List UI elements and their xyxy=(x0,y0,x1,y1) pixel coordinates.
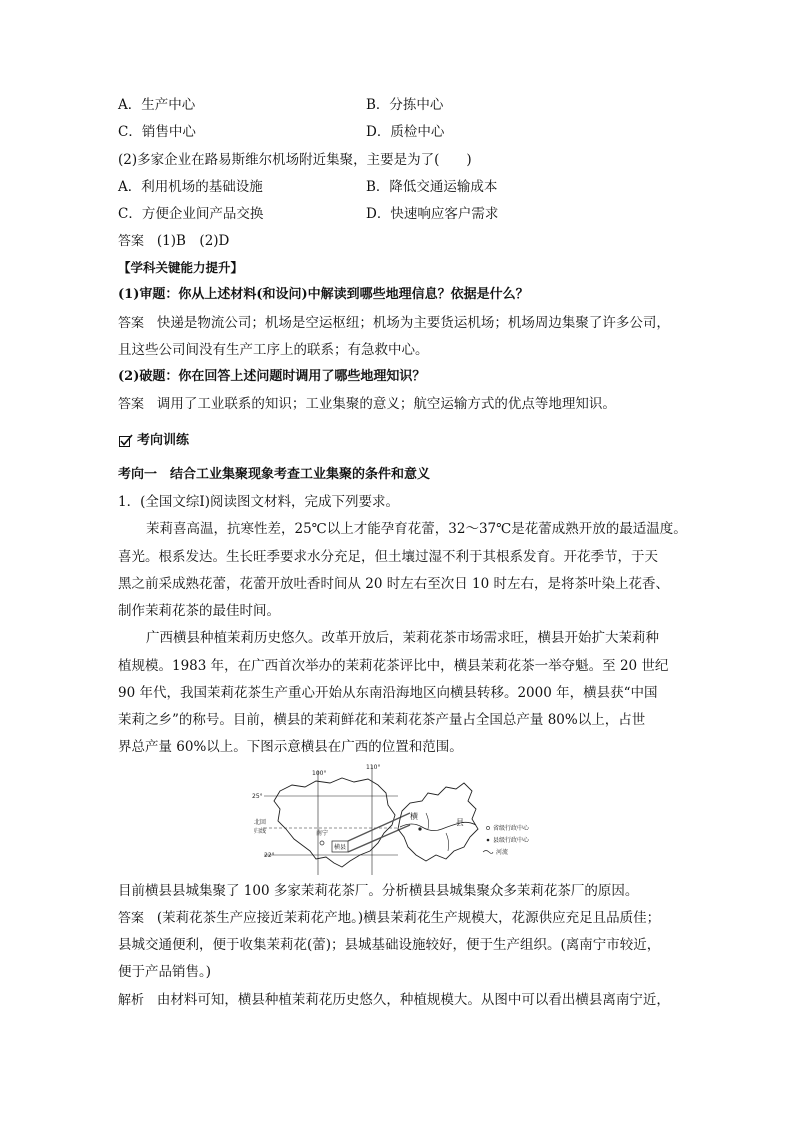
material-p2-line-4: 茉莉之乡”的称号。目前，横县的茉莉鲜花和茉莉花茶产量占全国总产量 80%以上，占世 xyxy=(118,712,646,728)
answer-label: 答案 xyxy=(118,316,145,331)
direction-title: 考向一 结合工业集聚现象考查工业集聚的条件和意义 xyxy=(118,467,431,482)
answer-text: (茉莉花茶生产应接近茉莉花产地。)横县茉莉花生产规模大，花源供应充足且品质佳； xyxy=(156,910,661,926)
guangxi-outline xyxy=(274,778,395,867)
answer-text: (1)B (2)D xyxy=(156,233,230,249)
legend-3: 河流 xyxy=(496,849,509,856)
analysis-text: 由材料可知，横县种植茉莉花历史悠久，种植规模大。从图中可以看出横县离南宁近， xyxy=(156,992,670,1008)
final-answer-line-1 xyxy=(118,908,660,929)
final-answer-line-3: 便于产品销售。) xyxy=(118,964,212,980)
label-xian: 县 xyxy=(456,818,464,827)
final-answer-line-2: 县城交通便利，便于收集茉莉花(蕾)；县城基础设施较好，便于生产组织。(离南宁市较近， xyxy=(118,937,661,953)
checkbox-tick-icon xyxy=(119,434,133,448)
question-2-stem: (2)多家企业在路易斯维尔机场附近集聚，主要是为了( ) xyxy=(118,152,472,168)
label-heng: 横 xyxy=(410,812,418,821)
answer-text: 调用了工业联系的知识；工业集聚的意义；航空运输方式的优点等地理知识。 xyxy=(156,396,616,412)
label-110: 110° xyxy=(366,764,381,771)
answer-text: 快递是物流公司；机场是空运枢纽；机场为主要货运机场；机场周边集聚了许多公司， xyxy=(156,315,670,331)
shen-question: (1)审题：你从上述材料(和设问)中解读到哪些地理信息？依据是什么？ xyxy=(118,287,529,302)
ability-heading: 【学科关键能力提升】 xyxy=(118,260,244,275)
material-p2-line-5: 界总产量 60%以上。下图示意横县在广西的位置和范围。 xyxy=(118,739,463,755)
q2-option-d: D．快速响应客户需求 xyxy=(366,206,499,222)
shen-answer-line-2: 且这些公司间没有生产工序上的联系；有急救中心。 xyxy=(118,342,429,358)
material-p2-line-2: 植规模。1983 年，在广西首次举办的茉莉花茶评比中，横县茉莉花茶一举夺魁。至 20 世纪 xyxy=(118,658,669,674)
po-question: (2)破题：你在回答上述问题时调用了哪些地理知识？ xyxy=(118,369,426,384)
question-1-title: 1．(全国文综Ⅰ)阅读图文材料，完成下列要求。 xyxy=(118,494,399,510)
county-seat-marker xyxy=(418,827,421,830)
q2-option-b: B．降低交通运输成本 xyxy=(366,179,498,195)
connector-line-2 xyxy=(348,825,410,852)
nanning-marker xyxy=(320,841,324,845)
option-a-text: A．生产中心 xyxy=(118,97,196,113)
training-heading: 考向训练 xyxy=(137,433,190,448)
label-nanning: 南宁 xyxy=(316,830,329,837)
answer-label: 答案 xyxy=(118,911,145,926)
material-p1-line-2: 喜光。根系发达。生长旺季要求水分充足，但土壤过湿不利于其根系发育。开花季节，于天 xyxy=(118,549,658,565)
analysis-line-1 xyxy=(118,990,670,1011)
label-tropic-2: 归线 xyxy=(254,828,267,835)
label-100: 100° xyxy=(312,770,327,777)
po-answer xyxy=(118,394,616,415)
answer-label: 答案 xyxy=(118,397,145,412)
option-d: D．质检中心 xyxy=(366,124,445,140)
answer-1 xyxy=(118,231,229,252)
label-25: 25° xyxy=(252,793,263,800)
material-p2-line-3: 90 年代，我国茉莉花茶生产重心开始从东南沿海地区向横县转移。2000 年，横县获“中国 xyxy=(118,685,658,701)
hengxian-river xyxy=(400,822,476,830)
analysis-label: 解析 xyxy=(118,993,145,1008)
option-c: C．销售中心 xyxy=(118,124,196,140)
legend-2: 县级行政中心 xyxy=(493,837,530,844)
q2-option-c: C．方便企业间产品交换 xyxy=(118,206,264,222)
legend-county-icon xyxy=(487,839,490,842)
legend-river-icon xyxy=(483,851,493,854)
legend-provincial-icon xyxy=(486,826,489,829)
material-p1-line-1: 茉莉喜高温，抗寒性差，25℃以上才能孕育花蕾，32～37℃是花蕾成熟开放的最适温度。 xyxy=(146,521,687,537)
label-22: 22° xyxy=(264,852,275,859)
shen-answer-line-1 xyxy=(118,313,670,334)
label-hengxian-small: 横县 xyxy=(334,844,347,851)
q2-option-a: A．利用机场的基础设施 xyxy=(118,179,263,195)
material-p1-line-3: 黑之前采成熟花蕾，花蕾开放吐香时间从 20 时左右至次日 10 时左右，是将茶叶染上花香、 xyxy=(118,576,670,592)
analysis-question: 目前横县县城集聚了 100 多家茉莉花茶厂。分析横县县城集聚众多茉莉花茶厂的原因。 xyxy=(118,883,639,899)
material-p2-line-1: 广西横县种植茉莉历史悠久。改革开放后，茉莉花茶市场需求旺，横县开始扩大茉莉种 xyxy=(146,630,659,646)
option-b: B．分拣中心 xyxy=(366,97,444,113)
legend-1: 省级行政中心 xyxy=(493,825,530,832)
material-p1-line-4: 制作茉莉花茶的最佳时间。 xyxy=(118,603,280,619)
label-tropic-1: 北回 xyxy=(254,819,267,826)
hengxian-location-map xyxy=(250,763,550,878)
option-a xyxy=(118,95,195,115)
answer-label: 答案 xyxy=(118,234,145,249)
